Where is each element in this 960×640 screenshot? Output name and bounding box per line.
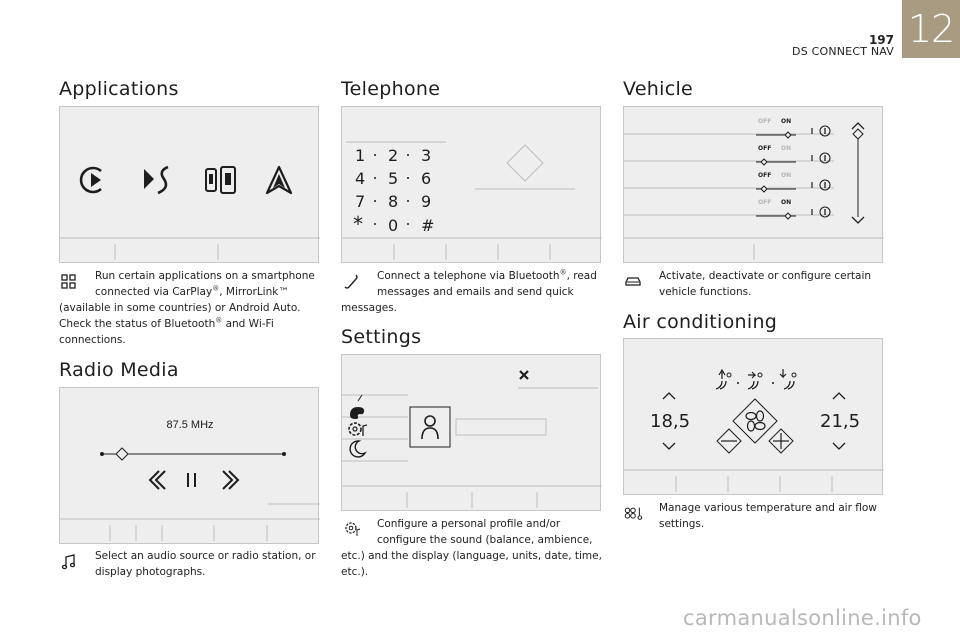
- page-number: 197: [868, 33, 894, 47]
- key-7: 7: [355, 192, 366, 211]
- toggle-on-label: ON: [781, 145, 792, 152]
- air-conditioning-heading: Air conditioning: [623, 311, 778, 333]
- carplay-icon: [81, 168, 101, 192]
- temp-left-down[interactable]: [663, 443, 675, 449]
- toggle-on-label: ON: [781, 118, 792, 125]
- night-mode-icon[interactable]: [350, 441, 365, 457]
- toggle-knob[interactable]: [785, 132, 791, 138]
- pause-icon[interactable]: [188, 473, 195, 487]
- telephone-screen: [341, 106, 601, 263]
- phone-handset-icon: [341, 272, 361, 292]
- air-conditioning-description: Manage various temperature and air flow settings.: [623, 500, 885, 532]
- climate-icon: [623, 504, 643, 524]
- toggle-knob[interactable]: [785, 213, 791, 219]
- settings-gear-icon: [341, 520, 361, 540]
- toggle-on-label: ON: [781, 172, 792, 179]
- mirrorlink-icon: [206, 167, 235, 193]
- phone-keypad[interactable]: [353, 146, 434, 236]
- watermark: carmanualsonline.info: [683, 606, 922, 630]
- close-icon[interactable]: [520, 371, 528, 379]
- applications-screen: [59, 106, 319, 263]
- radio-description: Select an audio source or radio station, or display photographs.: [59, 548, 321, 580]
- key-hash: #: [421, 216, 435, 235]
- frequency-slider[interactable]: [100, 448, 286, 460]
- key-2: 2: [388, 146, 399, 165]
- radio-frequency: 87.5 MHz: [166, 419, 214, 431]
- key-5: 5: [388, 169, 399, 188]
- key-8: 8: [388, 192, 399, 211]
- temp-left-up[interactable]: [663, 393, 675, 399]
- key-6: 6: [421, 169, 432, 188]
- fan-control[interactable]: [733, 399, 777, 443]
- music-note-icon: [59, 552, 79, 572]
- toggle-knob[interactable]: [761, 159, 767, 165]
- fan-decrease-button[interactable]: [717, 429, 741, 453]
- rewind-icon[interactable]: [150, 471, 165, 489]
- air-flow-modes[interactable]: [716, 369, 796, 389]
- air-conditioning-screen: [623, 338, 883, 495]
- settings-description: Configure a personal profile and/or configure the sound (balance, ambience, etc.) and the display (language, units, date, time, etc.).: [341, 518, 602, 578]
- key-star: *: [353, 212, 363, 236]
- toggle-off-label: OFF: [758, 172, 772, 179]
- radio-media-heading: Radio Media: [59, 359, 179, 381]
- temperature-left: 18,5: [650, 411, 691, 432]
- section-title: DS CONNECT NAV: [792, 45, 894, 58]
- settings-heading: Settings: [341, 326, 422, 348]
- fast-forward-icon[interactable]: [223, 471, 238, 489]
- temp-right-down[interactable]: [833, 443, 845, 449]
- ds-logo-icon: [144, 167, 168, 193]
- radio-screen: [59, 387, 319, 544]
- temp-right-up[interactable]: [833, 393, 845, 399]
- toggle-off-label: OFF: [758, 118, 772, 125]
- applications-description: Run certain applications on a smartphone connected via CarPlay®, MirrorLink™ (available in some countries) or Android Auto. Check the status of Bluetooth® and Wi-Fi connections.: [59, 270, 315, 346]
- settings-screen: [341, 354, 601, 511]
- vehicle-description: Activate, deactivate or configure certain vehicle functions.: [623, 268, 885, 300]
- android-auto-icon: [267, 167, 291, 193]
- key-3: 3: [421, 146, 432, 165]
- vehicle-scrollbar[interactable]: [852, 123, 864, 223]
- theme-palette-icon[interactable]: [350, 395, 364, 419]
- chapter-tab: 12: [902, 0, 960, 58]
- key-1: 1: [355, 146, 366, 165]
- vehicle-heading: Vehicle: [623, 78, 694, 100]
- key-9: 9: [421, 192, 432, 211]
- apps-grid-icon: [59, 272, 79, 292]
- toggle-on-label: ON: [781, 199, 792, 206]
- applications-heading: Applications: [59, 78, 179, 100]
- toggle-off-label: OFF: [758, 145, 772, 152]
- telephone-description: Connect a telephone via Bluetooth®, read messages and emails and send quick messages.: [341, 268, 597, 314]
- temperature-right: 21,5: [820, 411, 861, 432]
- vehicle-screen: [623, 106, 883, 263]
- toggle-off-label: OFF: [758, 199, 772, 206]
- sound-settings-icon[interactable]: [349, 423, 367, 436]
- toggle-knob[interactable]: [761, 186, 767, 192]
- profile-button[interactable]: [410, 407, 450, 447]
- car-icon: [623, 272, 643, 292]
- fan-increase-button[interactable]: [769, 429, 793, 453]
- key-0: 0: [388, 216, 399, 235]
- telephone-heading: Telephone: [341, 78, 441, 100]
- key-4: 4: [355, 169, 366, 188]
